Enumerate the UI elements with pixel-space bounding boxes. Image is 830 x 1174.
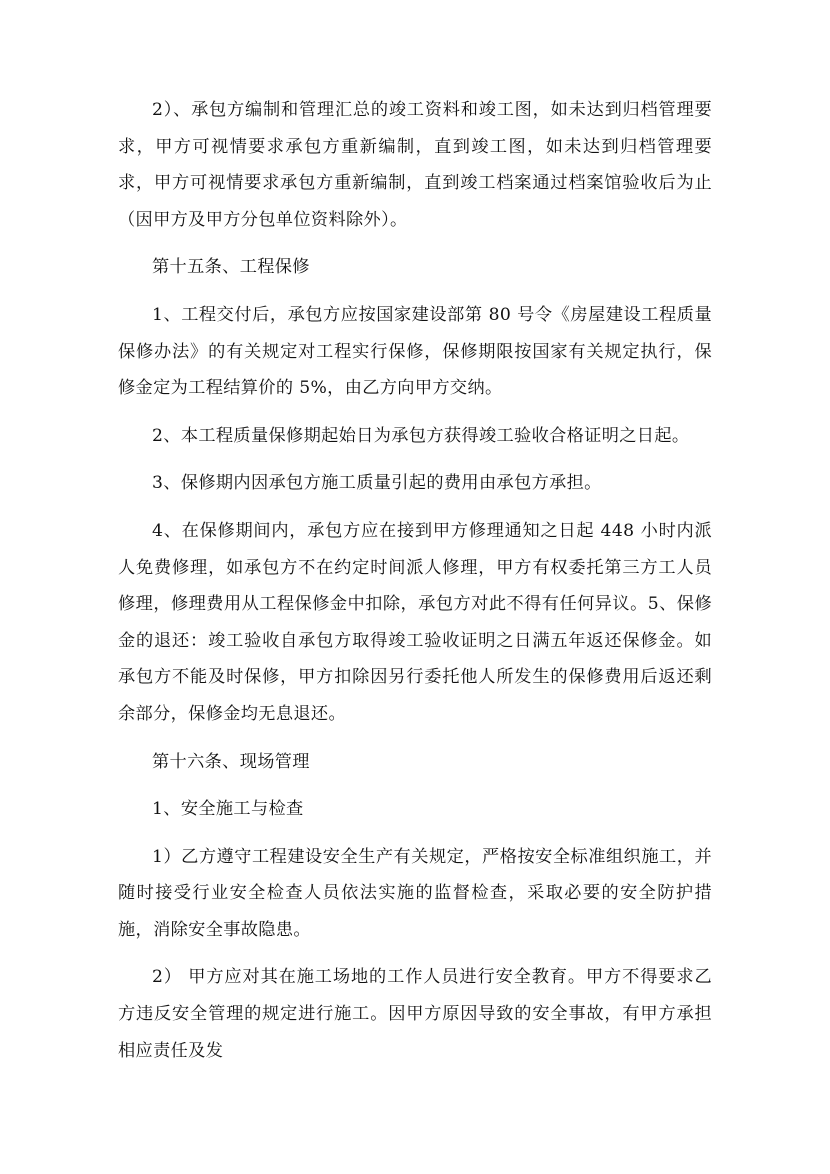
paragraph-archive-requirements: 2）、承包方编制和管理汇总的竣工资料和竣工图，如未达到归档管理要求，甲方可视情要求承包方重新编制，直到竣工图，如未达到归档管理要求，甲方可视情要求承包方重新编制，直到竣工档案通过档案馆验收后为止（因甲方及甲方分包单位资料除外）。 xyxy=(118,100,712,230)
subheading-safety-inspection: 1、安全施工与检查 xyxy=(152,799,304,820)
paragraph-warranty-costs: 3、保修期内因承包方施工质量引起的费用由承包方承担。 xyxy=(152,473,602,494)
paragraph-warranty-terms: 1、工程交付后，承包方应按国家建设部第 80 号令《房屋建设工程质量保修办法》的有关规定对工程实行保修，保修期限按国家有关规定执行，保修金定为工程结算价的 5%，由乙方向甲方交纳。 xyxy=(118,304,712,399)
paragraph-warranty-start: 2、本工程质量保修期起始日为承包方获得竣工验收合格证明之日起。 xyxy=(152,425,690,446)
paragraph-contractor-safety: 1）乙方遵守工程建设安全生产有关规定，严格按安全标准组织施工，并随时接受行业安全检查人员依法实施的监督检查，采取必要的安全防护措施，消除安全事故隐患。 xyxy=(118,846,712,940)
paragraph-repair-obligations: 4、在保修期间内，承包方应在接到甲方修理通知之日起 448 小时内派人免费修理，如承包方不在约定时间派人修理，甲方有权委托第三方工人员修理，修理费用从工程保修金中扣除，承包方对此不得有任何异议。5、保修金的退还：竣工验收自承包方取得竣工验收证明之日满五年返还保修金。如承包方不能及时保修，甲方扣除因另行委托他人所发生的保修费用后返还剩余部分，保修金均无息退还。 xyxy=(118,520,712,724)
section-heading-site-management: 第十六条、现场管理 xyxy=(152,751,310,772)
paragraph-owner-safety: 2） 甲方应对其在施工场地的工作人员进行安全教育。甲方不得要求乙方违反安全管理的规定进行施工。因甲方原因导致的安全事故，有甲方承担相应责任及发 xyxy=(118,967,712,1061)
document-body xyxy=(118,92,712,1080)
section-heading-warranty: 第十五条、工程保修 xyxy=(152,257,310,278)
